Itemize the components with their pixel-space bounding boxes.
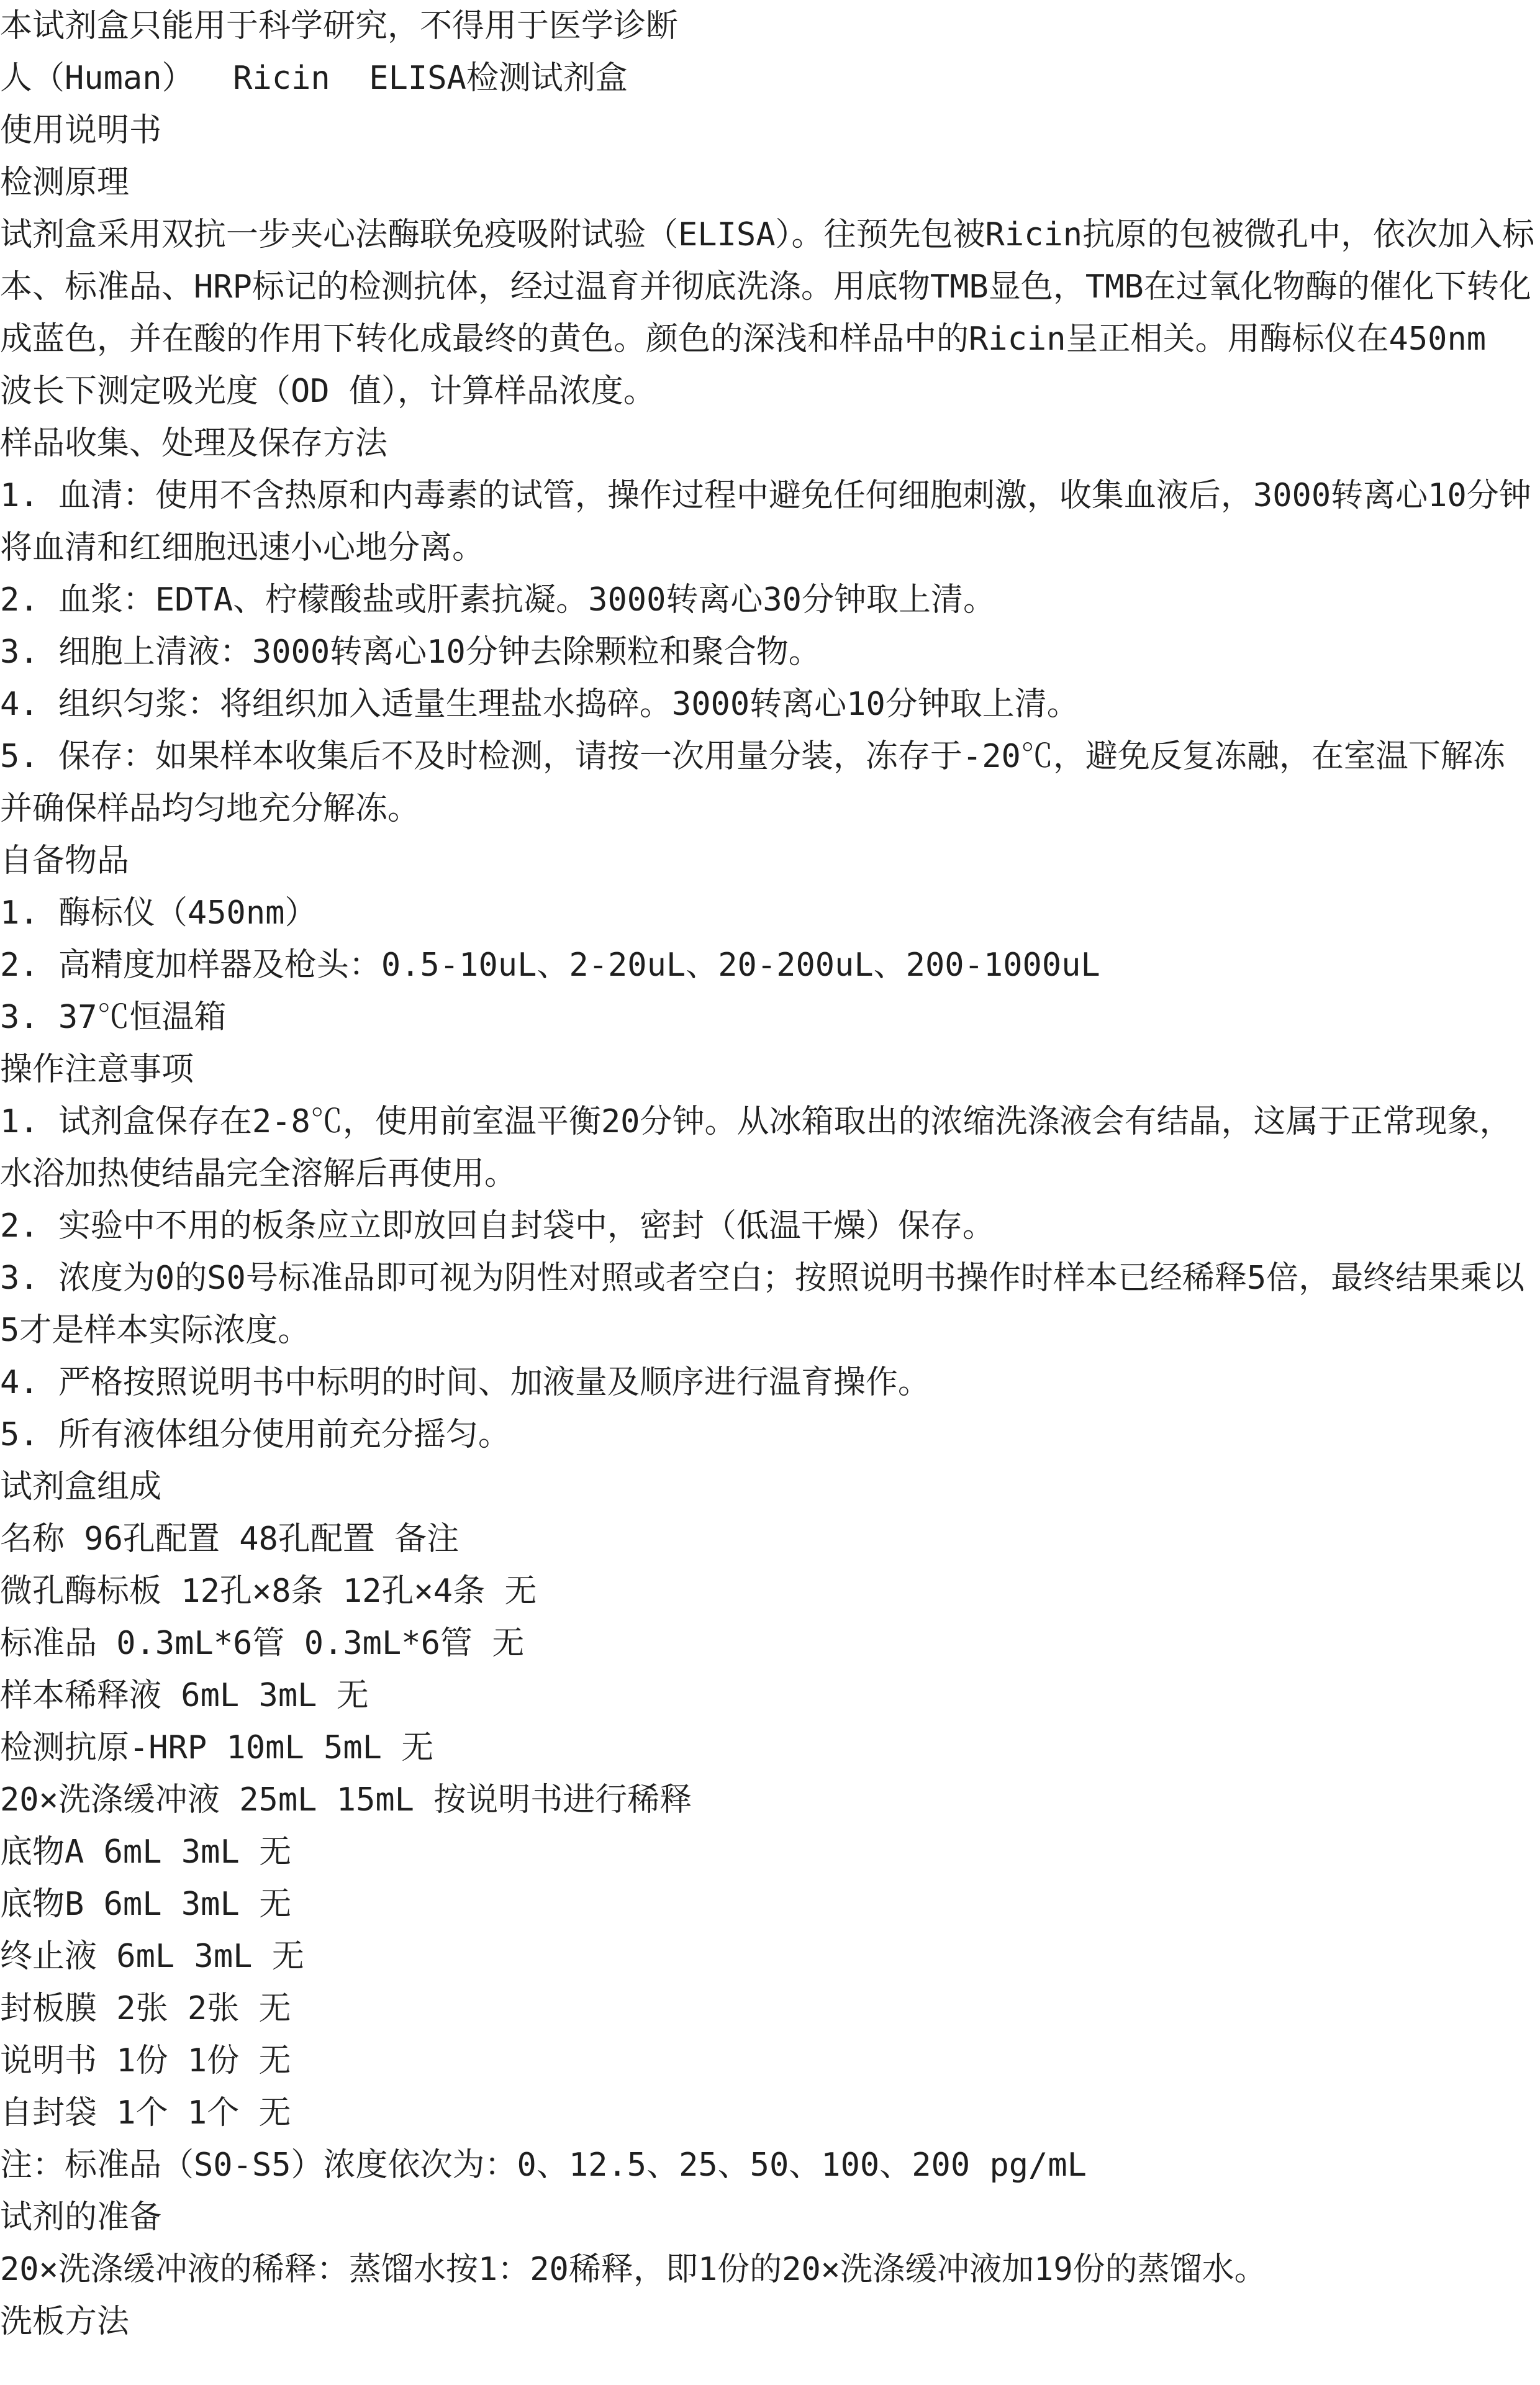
kit-component-row: 终止液 6mL 3mL 无 bbox=[0, 1938, 304, 1975]
precaution-item: 2. 实验中不用的板条应立即放回自封袋中，密封（低温干燥）保存。 bbox=[0, 1207, 995, 1245]
kit-component-row: 底物B 6mL 3mL 无 bbox=[0, 1886, 292, 1923]
kit-component-row: 底物A 6mL 3mL 无 bbox=[0, 1833, 292, 1871]
section-heading: 试剂盒组成 bbox=[0, 1468, 162, 1506]
reagent-prep-paragraph: 20×洗涤缓冲液的稀释：蒸馏水按1：20稀释，即1份的20×洗涤缓冲液加19份的蒸馏水。 bbox=[0, 2251, 1267, 2288]
sample-item: 3. 细胞上清液：3000转离心10分钟去除颗粒和聚合物。 bbox=[0, 634, 821, 671]
section-heading: 洗板方法 bbox=[0, 2303, 130, 2340]
supply-item: 3. 37℃恒温箱 bbox=[0, 999, 227, 1036]
kit-component-row: 说明书 1份 1份 无 bbox=[0, 2042, 291, 2079]
document-subtitle: 使用说明书 bbox=[0, 112, 162, 149]
sample-item: 2. 血浆：EDTA、柠檬酸盐或肝素抗凝。3000转离心30分钟取上清。 bbox=[0, 581, 995, 619]
kit-component-row: 名称 96孔配置 48孔配置 备注 bbox=[0, 1520, 460, 1558]
supply-item: 1. 酶标仪（450nm） bbox=[0, 894, 317, 932]
supply-item: 2. 高精度加样器及枪头：0.5-10uL、2-20uL、20-200uL、200-1000uL bbox=[0, 947, 1100, 984]
sample-item: 4. 组织匀浆：将组织加入适量生理盐水捣碎。3000转离心10分钟取上清。 bbox=[0, 686, 1079, 723]
kit-component-row: 自封袋 1个 1个 无 bbox=[0, 2094, 291, 2132]
kit-component-row: 样本稀释液 6mL 3mL 无 bbox=[0, 1677, 369, 1714]
kit-component-row: 20×洗涤缓冲液 25mL 15mL 按说明书进行稀释 bbox=[0, 1781, 692, 1819]
precaution-item: 3. 浓度为0的S0号标准品即可视为阴性对照或者空白；按照说明书操作时样本已经稀释5倍，最终结果乘以5才是样本实际浓度。 bbox=[0, 1260, 1525, 1349]
standards-note: 注：标准品（S0-S5）浓度依次为：0、12.5、25、50、100、200 pg/mL bbox=[0, 2146, 1087, 2184]
section-heading: 操作注意事项 bbox=[0, 1051, 194, 1088]
precaution-item: 4. 严格按照说明书中标明的时间、加液量及顺序进行温育操作。 bbox=[0, 1364, 930, 1401]
principle-paragraph: 试剂盒采用双抗一步夹心法酶联免疫吸附试验（ELISA）。往预先包被Ricin抗原的包被微孔中，依次加入标本、标准品、HRP标记的检测抗体，经过温育并彻底洗涤。用底物TMB显色，TMB在过氧化物酶的催化下转化成蓝色，并在酸的作用下转化成最终的黄色。颜色的深浅和样品中的Ricin呈正相关。用酶标仪在450nm 波长下测定吸光度（OD 值），计算样品浓度。 bbox=[0, 216, 1535, 410]
section-heading: 检测原理 bbox=[0, 164, 130, 201]
precaution-item: 1. 试剂盒保存在2-8℃，使用前室温平衡20分钟。从冰箱取出的浓缩洗涤液会有结晶，这属于正常现象，水浴加热使结晶完全溶解后再使用。 bbox=[0, 1103, 1512, 1192]
section-heading: 自备物品 bbox=[0, 842, 130, 879]
document-title: 人（Human） Ricin ELISA检测试剂盒 bbox=[0, 60, 628, 97]
kit-component-row: 封板膜 2张 2张 无 bbox=[0, 1990, 291, 2027]
section-heading: 试剂的准备 bbox=[0, 2199, 162, 2236]
kit-component-row: 微孔酶标板 12孔×8条 12孔×4条 无 bbox=[0, 1573, 537, 1610]
sample-item: 1. 血清：使用不含热原和内毒素的试管，操作过程中避免任何细胞刺激，收集血液后，3000转离心10分钟将血清和红细胞迅速小心地分离。 bbox=[0, 477, 1531, 566]
precaution-item: 5. 所有液体组分使用前充分摇匀。 bbox=[0, 1416, 510, 1453]
kit-component-row: 检测抗原-HRP 10mL 5mL 无 bbox=[0, 1729, 434, 1766]
disclaimer: 本试剂盒只能用于科学研究，不得用于医学诊断 bbox=[0, 7, 679, 45]
kit-component-row: 标准品 0.3mL*6管 0.3mL*6管 无 bbox=[0, 1625, 525, 1662]
sample-item: 5. 保存：如果样本收集后不及时检测，请按一次用量分装，冻存于-20℃，避免反复冻融，在室温下解冻并确保样品均匀地充分解冻。 bbox=[0, 738, 1505, 827]
section-heading: 样品收集、处理及保存方法 bbox=[0, 425, 388, 462]
